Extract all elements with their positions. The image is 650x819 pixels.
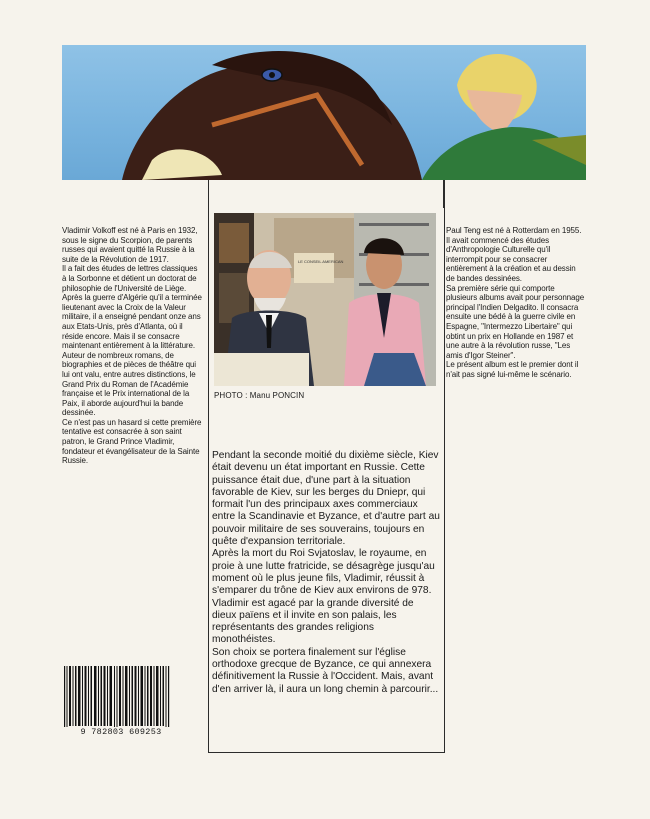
- volkoff-para-2: Il a fait des études de lettres classiques à la Sorbonne et détient un doctorat de philosophie de l'Université de Liège.: [62, 264, 198, 293]
- comic-banner: [62, 45, 586, 180]
- story-summary: [212, 450, 440, 696]
- teng-para-4: Le présent album est le premier dont il n'ait pas signé lui-même le scénario.: [446, 360, 579, 379]
- barcode-number: 9 782803 609253: [62, 727, 180, 737]
- author-bio-volkoff: [62, 226, 202, 466]
- frame-divider: [443, 180, 444, 208]
- summary-para-1: Pendant la seconde moitié du dixième siècle, Kiev était devenu un état important en Russie. Cette puissance était due, d'une part à la situation favorable de Kiev, sur les berges du Dniepr, qui formait l'un des principaux axes commerciaux entre la Scandinavie et Byzance, et d'autre part au pouvoir militaire de ses souverains, toujours en quête d'expansion territoriale.: [212, 450, 440, 548]
- author-photo: [214, 213, 436, 386]
- book-title: LE CONSEIL AMERICAN: [298, 259, 344, 264]
- teng-para-1: Paul Teng est né à Rotterdam en 1955.: [446, 226, 582, 235]
- teng-para-2: Il avait commencé des études d'Anthropologie Culturelle qu'il interrompit pour se consacrer entièrement à la création et au dessin de bandes dessinées.: [446, 235, 576, 283]
- volkoff-para-3: Après la guerre d'Algérie qu'il a terminée lieutenant avec la Croix de la Valeur militaire, il a enseigné pendant onze ans aux Etats-Unis, près d'Atlanta, où il réside encore. Mais il se consacre maintenant entièrement à la littérature. Auteur de nombreux romans, de biographies et de pièces de théâtre qui lui ont valu, entre autres distinctions, le Grand Prix du Roman de l'Académie française et le Prix international de la Paix, il aborde aujourd'hui la bande dessinée.: [62, 293, 202, 418]
- summary-para-4: Son choix se portera finalement sur l'église orthodoxe grecque de Byzance, ce qui annexera définitivement la Russie à l'Occident. Mais, avant d'en arriver là, il aura un long chemin à parcourir...: [212, 646, 439, 695]
- photo-caption: PHOTO : Manu PONCIN: [214, 391, 305, 400]
- teng-para-3: Sa première série qui comporte plusieurs albums avait pour personnage principal l'Indien Delgadito. Il consacra ensuite une bédé à la guerre civile en Espagne, "Intermezzo Libertaire" qui obtint un prix en Hollande en 1987 et une autre à la révolution russe, "Les amis d'Igor Steiner".: [446, 283, 585, 360]
- summary-para-3: Vladimir est agacé par la grande diversité de dieux païens et il invite en son palais, les représentants des grandes religions monothéistes.: [212, 597, 414, 646]
- volkoff-para-4: Ce n'est pas un hasard si cette première tentative est consacrée à son saint patron, le Grand Prince Vladimir, fondateur et évangélisateur de la Sainte Russie.: [62, 417, 202, 466]
- comic-illustration: [62, 45, 586, 180]
- summary-para-2: Après la mort du Roi Svjatoslav, le royaume, en proie à une lutte fratricide, se désagrège jusqu'au moment où le plus jeune fils, Vladimir, réussit à s'emparer du trône de Kiev aux environs de 978.: [212, 548, 435, 597]
- author-bio-teng: [446, 226, 586, 380]
- volkoff-para-1: Vladimir Volkoff est né à Paris en 1932, sous le signe du Scorpion, de parents russes qui avaient quitté la Russie à la suite de la Révolution de 1917.: [62, 226, 198, 264]
